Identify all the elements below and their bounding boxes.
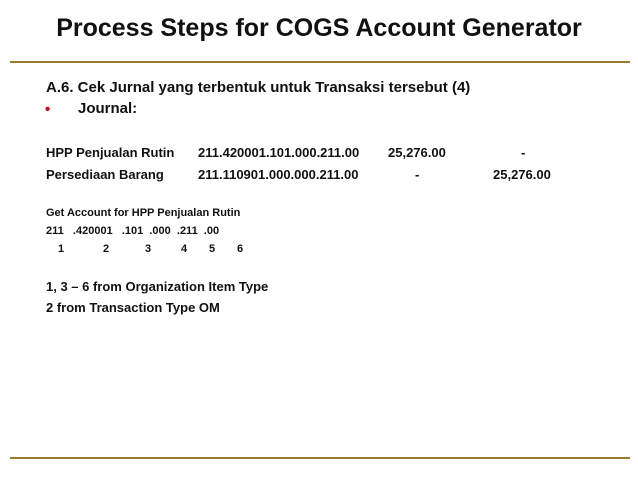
journal-label: Journal:: [78, 100, 138, 117]
journal-account-name: Persediaan Barang: [46, 167, 164, 182]
journal-credit: 25,276.00: [493, 167, 551, 182]
journal-credit: -: [521, 145, 526, 160]
account-segments: 211 .420001 .101 .000 .211 .00: [46, 225, 220, 237]
journal-debit: -: [415, 167, 420, 182]
note-transaction-type: 2 from Transaction Type OM: [46, 300, 220, 315]
segment-index: 4: [181, 243, 188, 255]
bottom-divider: [10, 457, 630, 459]
section-subtitle: A.6. Cek Jurnal yang terbentuk untuk Transaksi tersebut (4): [46, 79, 471, 96]
segment-index: 2: [103, 243, 110, 255]
segment-index: 3: [145, 243, 152, 255]
segment-index: 5: [209, 243, 216, 255]
segment-index: 6: [237, 243, 244, 255]
account-breakdown-heading: Get Account for HPP Penjualan Rutin: [46, 207, 241, 219]
note-organization-item-type: 1, 3 – 6 from Organization Item Type: [46, 279, 269, 294]
journal-account-code: 211.110901.000.000.211.00: [198, 167, 359, 182]
journal-account-name: HPP Penjualan Rutin: [46, 145, 175, 160]
journal-account-code: 211.420001.101.000.211.00: [198, 145, 360, 160]
slide-title: Process Steps for COGS Account Generator: [56, 14, 582, 42]
journal-debit: 25,276.00: [388, 145, 446, 160]
bullet-icon: •: [45, 101, 51, 118]
top-divider: [10, 61, 630, 63]
segment-index: 1: [58, 243, 65, 255]
